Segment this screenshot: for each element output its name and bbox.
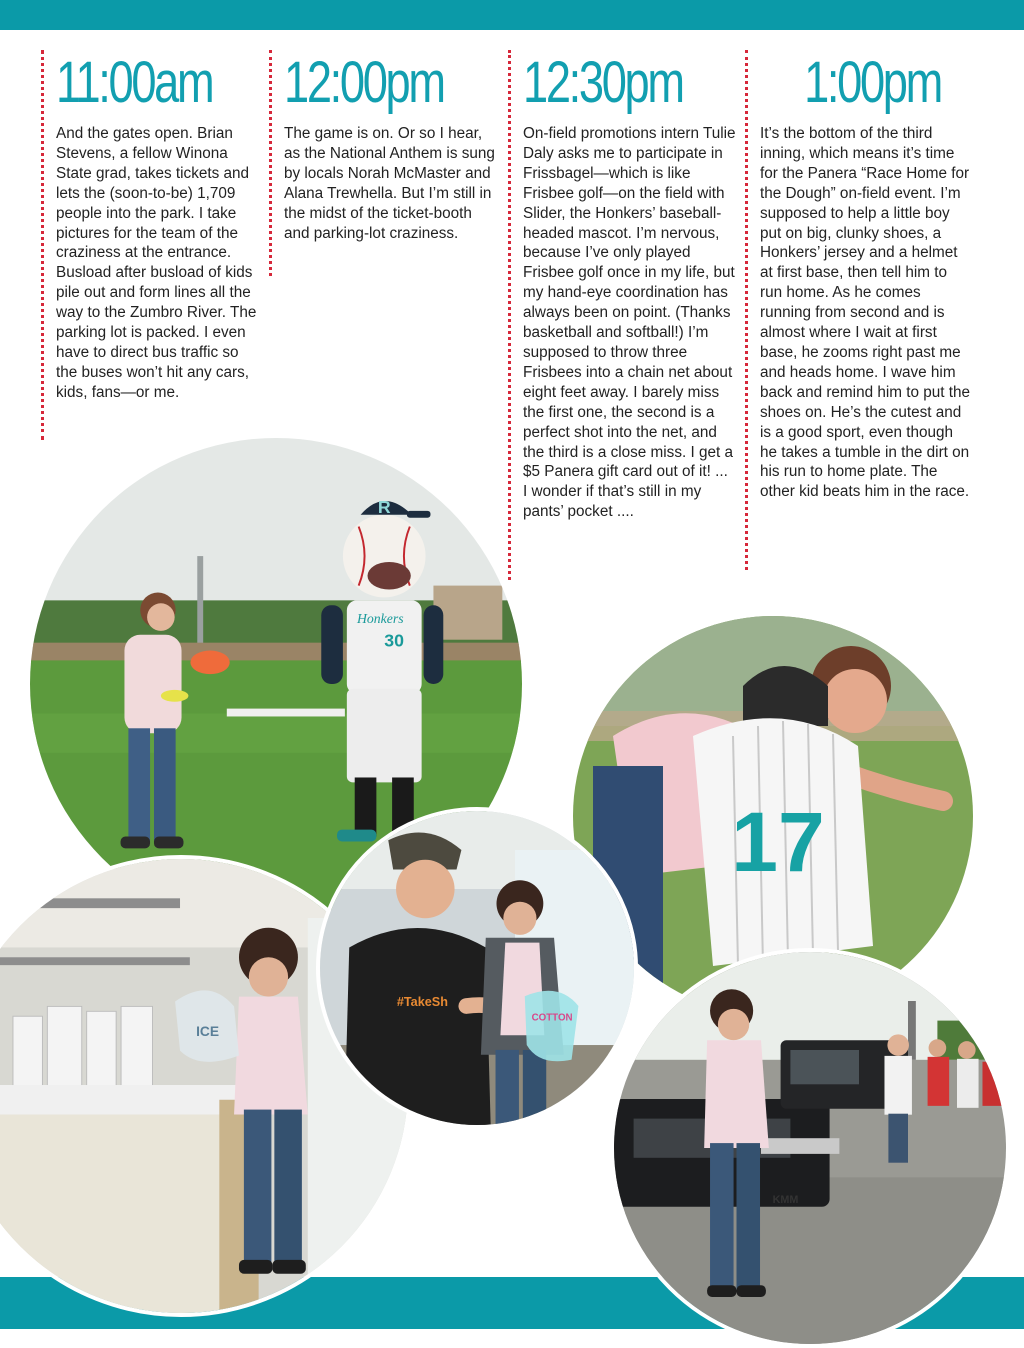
plate-text: KMM [772,1193,799,1206]
column-text: On-field promotions intern Tulie Daly asks me to participate in Frissbagel—which is like Frisbee golf—on the field with Slider, the Honkers’ baseball-headed mascot. I’m nervous, because I’ve only played Frisbee golf once in my life, but my hand-eye coordination has always been on point. (Thanks basketball and softball!) I’m supposed to throw three Frisbees into a chain net about eight feet away. I barely miss the first one, the second is a perfect shot into the net, and the third is a close miss. I get a $5 Panera gift card out of it! ... I wonder if that’s still in my pants’ pocket .... [523,125,736,521]
cotton-candy-text: COTTON [531,1012,573,1024]
ice-bag-text: ICE [196,1023,219,1039]
column-text: The game is on. Or so I hear, as the National Anthem is sung by locals Norah McMaster and Alana Trewhella. But I’m still in the midst of the ticket-booth and parking-lot craziness. [284,125,495,242]
timeline-column-1230 [508,50,736,580]
top-color-band [0,0,1024,30]
time-heading: 12:30pm [523,50,683,115]
kid-jersey-number: 17 [731,795,825,889]
mascot-cap-letter: R [377,496,391,517]
time-heading: 1:00pm [804,50,941,115]
shirt-print: #TakeSh [396,995,448,1010]
column-text: And the gates open. Brian Stevens, a fellow Winona State grad, takes tickets and lets the (soon-to-be) 1,709 people into the park. I take pictures for the team of the craziness at the entrance. Busload after busload of kids pile out and form lines all the way to the Zumbro River. The parking lot is packed. I even have to direct bus traffic so the buses won’t hit any cars, kids, fans—or me. [56,125,257,401]
mascot-jersey-number: 30 [384,630,404,651]
photo-cotton-candy-vendor [316,807,638,1129]
photo-parking-lot [610,948,1010,1348]
column-text: It’s the bottom of the third inning, which means it’s time for the Panera “Race Home for the Dough” on-field event. I’m supposed to help a little boy put on big, clunky shoes, a Honkers’ jersey and a helmet at first base, then tell him to run home. As he comes running from second and is almost where I wait at first base, he zooms right past me and heads home. I wave him back and remind him to put the shoes on. He’s the cutest and is a good sport, even though he takes a tumble in the dirt on his run to home plate. The other kid beats him in the race. [760,125,971,501]
timeline-column-1200 [269,50,497,276]
timeline-column-1100 [41,50,263,440]
timeline-column-0100 [745,50,971,570]
time-heading: 12:00pm [284,50,444,115]
time-heading: 11:00am [56,50,213,115]
mascot-jersey-script: Honkers [356,610,404,626]
